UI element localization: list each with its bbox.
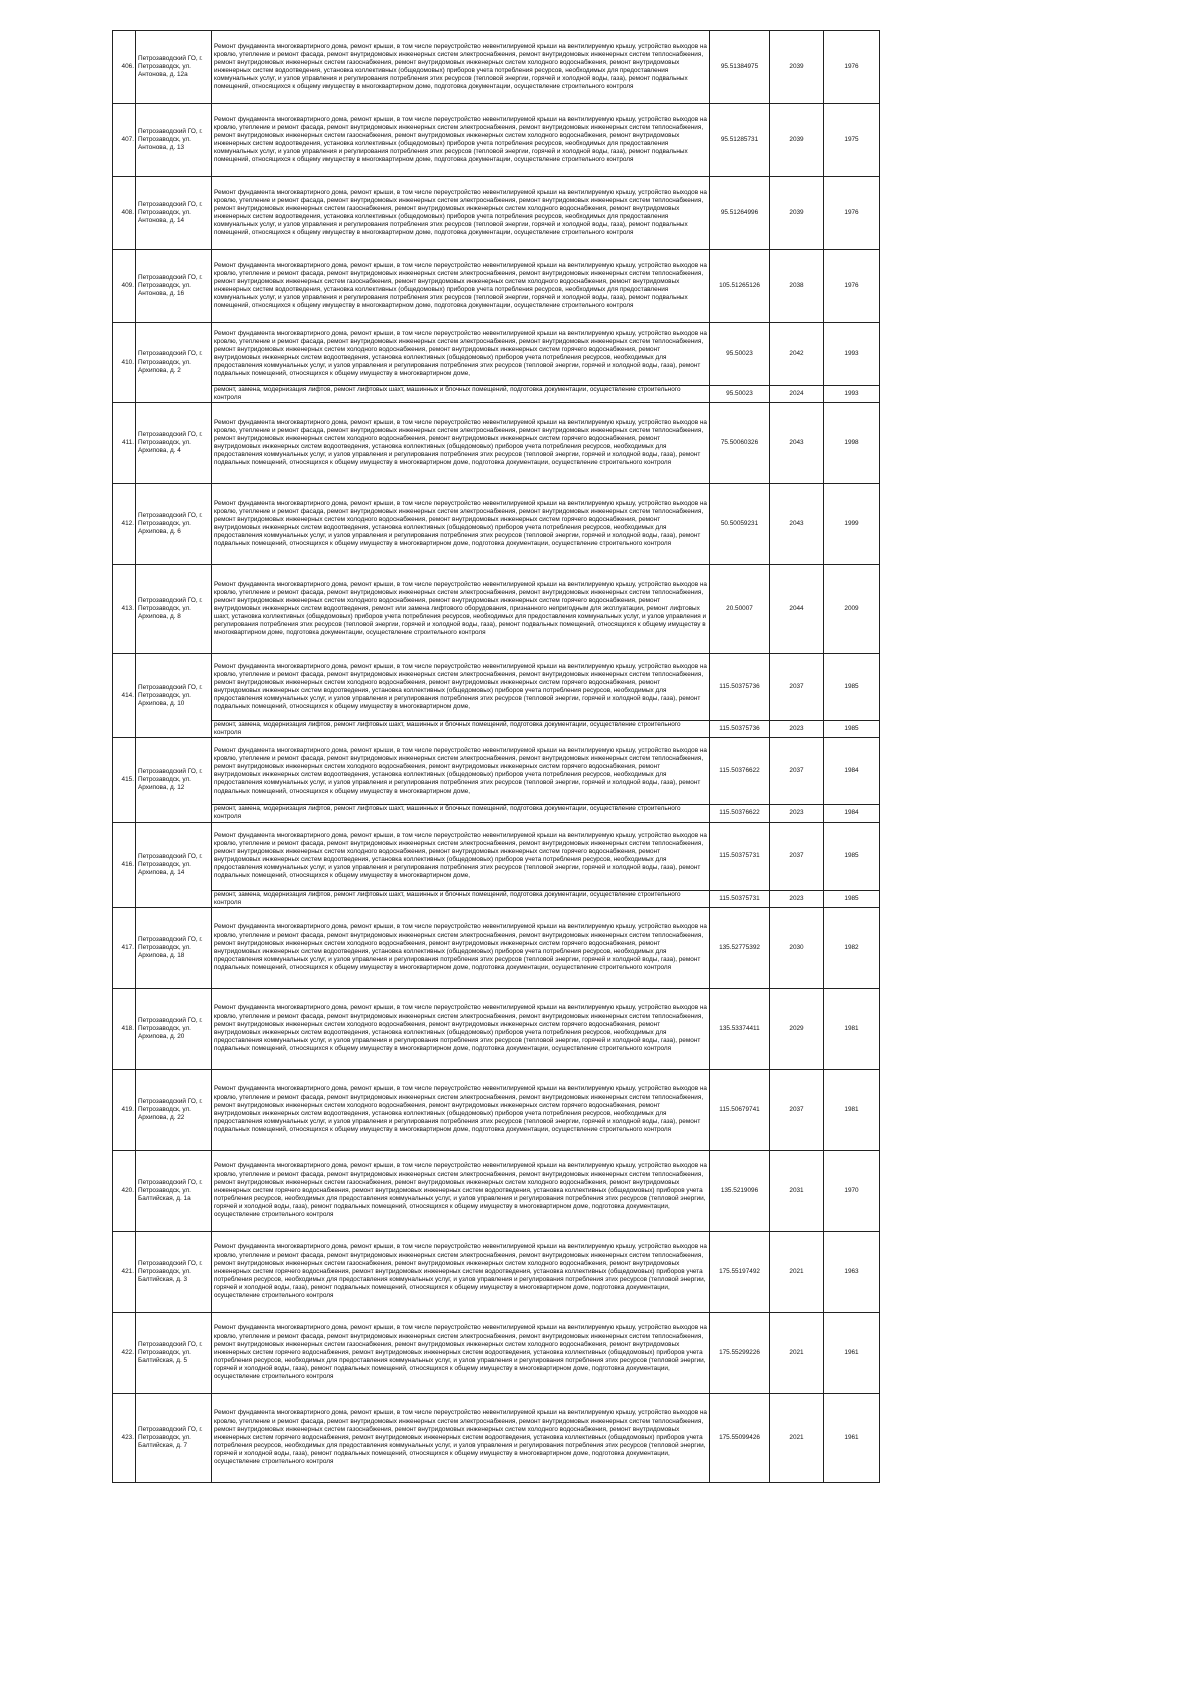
house-address: Петрозаводский ГО, г. Петрозаводск, ул. Архипова, д. 12 [136,738,212,822]
row-number: 417. [113,907,136,988]
row-number: 412. [113,484,136,565]
house-address: Петрозаводский ГО, г. Петрозаводск, ул. Балтийская, д. 7 [136,1393,212,1482]
build-year: 1961 [824,1312,880,1393]
house-address: Петрозаводский ГО, г. Петрозаводск, ул. Архипова, д. 22 [136,1069,212,1150]
row-number: 410. [113,323,136,403]
build-year: 1981 [824,1069,880,1150]
cost-value: 95.51264996 [710,177,770,250]
work-description: Ремонт фундамента многоквартирного дома, ремонт крыши, в том числе переустройство невентилируемой крыши на вентилируемую крышу, устройство выходов на кровлю, утепление и ремонт фасада, ремонт внутридомовых инженерных систем электроснабжения, ремонт внутридомовых инженерных систем теплоснабжения, ремонт внутридомовых инженерных систем холодного водоснабжения, ремонт внутридомовых инженерных систем горячего водоснабжения, ремонт внутридомовых инженерных систем водоотведения, установка коллективных (общедомовых) приборов учета потребления ресурсов, необходимых для предоставления коммунальных услуг, и узлов управления и регулирования потребления этих ресурсов (тепловой энергии, горячей и холодной воды, газа), ремонт подвальных помещений, относящихся к общему имуществу в многоквартирном доме, подготовка документации, осуществление строительного контроля [212,484,710,565]
planned-year: 2023 [770,890,824,907]
build-year: 1993 [824,323,880,386]
cost-value: 175.55299226 [710,1312,770,1393]
build-year: 1985 [824,822,880,890]
planned-year: 2023 [770,721,824,738]
work-description: ремонт, замена, модернизация лифтов, ремонт лифтовых шахт, машинных и блочных помещений, подготовка документации, осуществление строительного контроля [212,890,710,907]
work-description: ремонт, замена, модернизация лифтов, ремонт лифтовых шахт, машинных и блочных помещений, подготовка документации, осуществление строительного контроля [212,386,710,403]
cost-value: 50.50059231 [710,484,770,565]
cost-value: 175.55197492 [710,1231,770,1312]
work-description: Ремонт фундамента многоквартирного дома, ремонт крыши, в том числе переустройство невентилируемой крыши на вентилируемую крышу, устройство выходов на кровлю, утепление и ремонт фасада, ремонт внутридомовых инженерных систем электроснабжения, ремонт внутридомовых инженерных систем теплоснабжения, ремонт внутридомовых инженерных систем холодного водоснабжения, ремонт внутридомовых инженерных систем горячего водоснабжения, ремонт внутридомовых инженерных систем водоотведения, установка коллективных (общедомовых) приборов учета потребления ресурсов, необходимых для предоставления коммунальных услуг, и узлов управления и регулирования потребления этих ресурсов (тепловой энергии, горячей и холодной воды, газа), ремонт подвальных помещений, относящихся к общему имуществу в многоквартирном доме, [212,738,710,805]
table-body [113,31,1129,1483]
row-number: 409. [113,250,136,323]
build-year: 1985 [824,721,880,738]
work-description: Ремонт фундамента многоквартирного дома, ремонт крыши, в том числе переустройство невентилируемой крыши на вентилируемую крышу, устройство выходов на кровлю, утепление и ремонт фасада, ремонт внутридомовых инженерных систем электроснабжения, ремонт внутридомовых инженерных систем теплоснабжения, ремонт внутридомовых инженерных систем холодного водоснабжения, ремонт внутридомовых инженерных систем горячего водоснабжения, ремонт внутридомовых инженерных систем водоотведения, ремонт или замена лифтового оборудования, признанного непригодным для эксплуатации, ремонт лифтовых шахт, установка коллективных (общедомовых) приборов учета потребления ресурсов, необходимых для предоставления коммунальных услуг, и узлов управления и регулирования потребления этих ресурсов (тепловой энергии, горячей и холодной воды, газа), ремонт подвальных помещений, относящихся к общему имуществу в многоквартирном доме, подготовка документации, осуществление строительного контроля [212,565,710,654]
work-description: Ремонт фундамента многоквартирного дома, ремонт крыши, в том числе переустройство невентилируемой крыши на вентилируемую крышу, устройство выходов на кровлю, утепление и ремонт фасада, ремонт внутридомовых инженерных систем электроснабжения, ремонт внутридомовых инженерных систем теплоснабжения, ремонт внутридомовых инженерных систем холодного водоснабжения, ремонт внутридомовых инженерных систем горячего водоснабжения, ремонт внутридомовых инженерных систем водоотведения, установка коллективных (общедомовых) приборов учета потребления ресурсов, необходимых для предоставления коммунальных услуг, и узлов управления и регулирования потребления этих ресурсов (тепловой энергии, горячей и холодной воды, газа), ремонт подвальных помещений, относящихся к общему имуществу в многоквартирном доме, подготовка документации, осуществление строительного контроля [212,1069,710,1150]
row-number: 418. [113,988,136,1069]
capital-repair-table [112,30,1129,1483]
cost-value: 135.53374411 [710,988,770,1069]
house-address: Петрозаводский ГО, г. Петрозаводск, ул. Архипова, д. 14 [136,822,212,907]
cost-value: 115.50376622 [710,738,770,805]
work-description: Ремонт фундамента многоквартирного дома, ремонт крыши, в том числе переустройство невентилируемой крыши на вентилируемую крышу, устройство выходов на кровлю, утепление и ремонт фасада, ремонт внутридомовых инженерных систем электроснабжения, ремонт внутридомовых инженерных систем теплоснабжения, ремонт внутридомовых инженерных систем газоснабжения, ремонт внутридомовых инженерных систем холодного водоснабжения, ремонт внутридомовых инженерных систем водоотведения, установка коллективных (общедомовых) приборов учета потребления ресурсов, необходимых для предоставления коммунальных услуг, и узлов управления и регулирования потребления этих ресурсов (тепловой энергии, горячей и холодной воды, газа), ремонт подвальных помещений, относящихся к общему имуществу в многоквартирном доме, подготовка документации, осуществление строительного контроля [212,177,710,250]
build-year: 1981 [824,988,880,1069]
work-description: Ремонт фундамента многоквартирного дома, ремонт крыши, в том числе переустройство невентилируемой крыши на вентилируемую крышу, устройство выходов на кровлю, утепление и ремонт фасада, ремонт внутридомовых инженерных систем электроснабжения, ремонт внутридомовых инженерных систем теплоснабжения, ремонт внутридомовых инженерных систем газоснабжения, ремонт внутридомовых инженерных систем холодного водоснабжения, ремонт внутридомовых инженерных систем горячего водоснабжения, ремонт внутридомовых инженерных систем водоотведения, установка коллективных (общедомовых) приборов учета потребления ресурсов, необходимых для предоставления коммунальных услуг, и узлов управления и регулирования потребления этих ресурсов (тепловой энергии, горячей и холодной воды, газа), ремонт подвальных помещений, относящихся к общему имуществу в многоквартирном доме, подготовка документации, осуществление строительного контроля [212,1231,710,1312]
cost-value: 115.50375731 [710,890,770,907]
build-year: 1976 [824,250,880,323]
work-description: Ремонт фундамента многоквартирного дома, ремонт крыши, в том числе переустройство невентилируемой крыши на вентилируемую крышу, устройство выходов на кровлю, утепление и ремонт фасада, ремонт внутридомовых инженерных систем электроснабжения, ремонт внутридомовых инженерных систем теплоснабжения, ремонт внутридомовых инженерных систем холодного водоснабжения, ремонт внутридомовых инженерных систем горячего водоснабжения, ремонт внутридомовых инженерных систем водоотведения, установка коллективных (общедомовых) приборов учета потребления ресурсов, необходимых для предоставления коммунальных услуг, и узлов управления и регулирования потребления этих ресурсов (тепловой энергии, горячей и холодной воды, газа), ремонт подвальных помещений, относящихся к общему имуществу в многоквартирном доме, подготовка документации, осуществление строительного контроля [212,988,710,1069]
row-number: 414. [113,654,136,738]
planned-year: 2021 [770,1231,824,1312]
row-number: 423. [113,1393,136,1482]
build-year: 1970 [824,1150,880,1231]
cost-value: 115.50376622 [710,805,770,822]
cost-value: 95.51285731 [710,104,770,177]
house-address: Петрозаводский ГО, г. Петрозаводск, ул. Антонова, д. 16 [136,250,212,323]
work-description: Ремонт фундамента многоквартирного дома, ремонт крыши, в том числе переустройство невентилируемой крыши на вентилируемую крышу, устройство выходов на кровлю, утепление и ремонт фасада, ремонт внутридомовых инженерных систем электроснабжения, ремонт внутридомовых инженерных систем теплоснабжения, ремонт внутридомовых инженерных систем холодного водоснабжения, ремонт внутридомовых инженерных систем горячего водоснабжения, ремонт внутридомовых инженерных систем водоотведения, установка коллективных (общедомовых) приборов учета потребления ресурсов, необходимых для предоставления коммунальных услуг, и узлов управления и регулирования потребления этих ресурсов (тепловой энергии, горячей и холодной воды, газа), ремонт подвальных помещений, относящихся к общему имуществу в многоквартирном доме, [212,822,710,890]
build-year: 1961 [824,1393,880,1482]
house-address: Петрозаводский ГО, г. Петрозаводск, ул. Антонова, д. 12а [136,31,212,104]
work-description: ремонт, замена, модернизация лифтов, ремонт лифтовых шахт, машинных и блочных помещений, подготовка документации, осуществление строительного контроля [212,805,710,822]
empty-column [880,31,1129,1483]
work-description: Ремонт фундамента многоквартирного дома, ремонт крыши, в том числе переустройство невентилируемой крыши на вентилируемую крышу, устройство выходов на кровлю, утепление и ремонт фасада, ремонт внутридомовых инженерных систем электроснабжения, ремонт внутридомовых инженерных систем теплоснабжения, ремонт внутридомовых инженерных систем холодного водоснабжения, ремонт внутридомовых инженерных систем горячего водоснабжения, ремонт внутридомовых инженерных систем водоотведения, установка коллективных (общедомовых) приборов учета потребления ресурсов, необходимых для предоставления коммунальных услуг, и узлов управления и регулирования потребления этих ресурсов (тепловой энергии, горячей и холодной воды, газа), ремонт подвальных помещений, относящихся к общему имуществу в многоквартирном доме, [212,323,710,386]
cost-value: 75.50060326 [710,403,770,484]
planned-year: 2031 [770,1150,824,1231]
planned-year: 2021 [770,1312,824,1393]
house-address: Петрозаводский ГО, г. Петрозаводск, ул. Архипова, д. 4 [136,403,212,484]
work-description: Ремонт фундамента многоквартирного дома, ремонт крыши, в том числе переустройство невентилируемой крыши на вентилируемую крышу, устройство выходов на кровлю, утепление и ремонт фасада, ремонт внутридомовых инженерных систем электроснабжения, ремонт внутридомовых инженерных систем теплоснабжения, ремонт внутридомовых инженерных систем холодного водоснабжения, ремонт внутридомовых инженерных систем горячего водоснабжения, ремонт внутридомовых инженерных систем водоотведения, установка коллективных (общедомовых) приборов учета потребления ресурсов, необходимых для предоставления коммунальных услуг, и узлов управления и регулирования потребления этих ресурсов (тепловой энергии, горячей и холодной воды, газа), ремонт подвальных помещений, относящихся к общему имуществу в многоквартирном доме, подготовка документации, осуществление строительного контроля [212,403,710,484]
build-year: 1975 [824,104,880,177]
planned-year: 2039 [770,31,824,104]
planned-year: 2043 [770,403,824,484]
build-year: 1976 [824,31,880,104]
build-year: 1999 [824,484,880,565]
build-year: 1984 [824,805,880,822]
work-description: Ремонт фундамента многоквартирного дома, ремонт крыши, в том числе переустройство невентилируемой крыши на вентилируемую крышу, устройство выходов на кровлю, утепление и ремонт фасада, ремонт внутридомовых инженерных систем электроснабжения, ремонт внутридомовых инженерных систем теплоснабжения, ремонт внутридомовых инженерных систем газоснабжения, ремонт внутридомовых инженерных систем холодного водоснабжения, ремонт внутридомовых инженерных систем водоотведения, установка коллективных (общедомовых) приборов учета потребления ресурсов, необходимых для предоставления коммунальных услуг, и узлов управления и регулирования потребления этих ресурсов (тепловой энергии, горячей и холодной воды, газа), ремонт подвальных помещений, относящихся к общему имуществу в многоквартирном доме, подготовка документации, осуществление строительного контроля [212,250,710,323]
row-number: 420. [113,1150,136,1231]
cost-value: 175.55099426 [710,1393,770,1482]
house-address: Петрозаводский ГО, г. Петрозаводск, ул. Архипова, д. 10 [136,654,212,738]
build-year: 1982 [824,907,880,988]
house-address: Петрозаводский ГО, г. Петрозаводск, ул. Балтийская, д. 3 [136,1231,212,1312]
row-number: 408. [113,177,136,250]
planned-year: 2039 [770,104,824,177]
house-address: Петрозаводский ГО, г. Петрозаводск, ул. Архипова, д. 2 [136,323,212,403]
cost-value: 115.50375736 [710,654,770,721]
work-description: Ремонт фундамента многоквартирного дома, ремонт крыши, в том числе переустройство невентилируемой крыши на вентилируемую крышу, устройство выходов на кровлю, утепление и ремонт фасада, ремонт внутридомовых инженерных систем электроснабжения, ремонт внутридомовых инженерных систем теплоснабжения, ремонт внутридомовых инженерных систем холодного водоснабжения, ремонт внутридомовых инженерных систем горячего водоснабжения, ремонт внутридомовых инженерных систем водоотведения, установка коллективных (общедомовых) приборов учета потребления ресурсов, необходимых для предоставления коммунальных услуг, и узлов управления и регулирования потребления этих ресурсов (тепловой энергии, горячей и холодной воды, газа), ремонт подвальных помещений, относящихся к общему имуществу в многоквартирном доме, подготовка документации, осуществление строительного контроля [212,907,710,988]
planned-year: 2030 [770,907,824,988]
cost-value: 105.51265126 [710,250,770,323]
planned-year: 2043 [770,484,824,565]
planned-year: 2042 [770,323,824,386]
cost-value: 115.50375736 [710,721,770,738]
work-description: Ремонт фундамента многоквартирного дома, ремонт крыши, в том числе переустройство невентилируемой крыши на вентилируемую крышу, устройство выходов на кровлю, утепление и ремонт фасада, ремонт внутридомовых инженерных систем электроснабжения, ремонт внутридомовых инженерных систем теплоснабжения, ремонт внутридомовых инженерных систем газоснабжения, ремонт внутридомовых инженерных систем холодного водоснабжения, ремонт внутридомовых инженерных систем водоотведения, установка коллективных (общедомовых) приборов учета потребления ресурсов, необходимых для предоставления коммунальных услуг, и узлов управления и регулирования потребления этих ресурсов (тепловой энергии, горячей и холодной воды, газа), ремонт подвальных помещений, относящихся к общему имуществу в многоквартирном доме, подготовка документации, осуществление строительного контроля [212,31,710,104]
house-address: Петрозаводский ГО, г. Петрозаводск, ул. Антонова, д. 13 [136,104,212,177]
row-number: 413. [113,565,136,654]
work-description: ремонт, замена, модернизация лифтов, ремонт лифтовых шахт, машинных и блочных помещений, подготовка документации, осуществление строительного контроля [212,721,710,738]
cost-value: 95.51384975 [710,31,770,104]
planned-year: 2037 [770,822,824,890]
planned-year: 2037 [770,1069,824,1150]
work-description: Ремонт фундамента многоквартирного дома, ремонт крыши, в том числе переустройство невентилируемой крыши на вентилируемую крышу, устройство выходов на кровлю, утепление и ремонт фасада, ремонт внутридомовых инженерных систем электроснабжения, ремонт внутридомовых инженерных систем теплоснабжения, ремонт внутридомовых инженерных систем газоснабжения, ремонт внутридомовых инженерных систем холодного водоснабжения, ремонт внутридомовых инженерных систем горячего водоснабжения, ремонт внутридомовых инженерных систем водоотведения, установка коллективных (общедомовых) приборов учета потребления ресурсов, необходимых для предоставления коммунальных услуг, и узлов управления и регулирования потребления этих ресурсов (тепловой энергии, горячей и холодной воды, газа), ремонт подвальных помещений, относящихся к общему имуществу в многоквартирном доме, подготовка документации, осуществление строительного контроля [212,1312,710,1393]
house-address: Петрозаводский ГО, г. Петрозаводск, ул. Архипова, д. 20 [136,988,212,1069]
house-address: Петрозаводский ГО, г. Петрозаводск, ул. Балтийская, д. 1а [136,1150,212,1231]
planned-year: 2044 [770,565,824,654]
planned-year: 2037 [770,654,824,721]
cost-value: 95.50023 [710,323,770,386]
build-year: 1984 [824,738,880,805]
house-address: Петрозаводский ГО, г. Петрозаводск, ул. Архипова, д. 8 [136,565,212,654]
work-description: Ремонт фундамента многоквартирного дома, ремонт крыши, в том числе переустройство невентилируемой крыши на вентилируемую крышу, устройство выходов на кровлю, утепление и ремонт фасада, ремонт внутридомовых инженерных систем электроснабжения, ремонт внутридомовых инженерных систем теплоснабжения, ремонт внутридомовых инженерных систем газоснабжения, ремонт внутридомовых инженерных систем холодного водоснабжения, ремонт внутридомовых инженерных систем горячего водоснабжения, ремонт внутридомовых инженерных систем водоотведения, установка коллективных (общедомовых) приборов учета потребления ресурсов, необходимых для предоставления коммунальных услуг, и узлов управления и регулирования потребления этих ресурсов (тепловой энергии, горячей и холодной воды, газа), ремонт подвальных помещений, относящихся к общему имуществу в многоквартирном доме, подготовка документации, осуществление строительного контроля [212,1393,710,1482]
row-number: 419. [113,1069,136,1150]
cost-value: 135.52775392 [710,907,770,988]
planned-year: 2037 [770,738,824,805]
house-address: Петрозаводский ГО, г. Петрозаводск, ул. Балтийская, д. 5 [136,1312,212,1393]
row-number: 415. [113,738,136,822]
work-description: Ремонт фундамента многоквартирного дома, ремонт крыши, в том числе переустройство невентилируемой крыши на вентилируемую крышу, устройство выходов на кровлю, утепление и ремонт фасада, ремонт внутридомовых инженерных систем электроснабжения, ремонт внутридомовых инженерных систем теплоснабжения, ремонт внутридомовых инженерных систем газоснабжения, ремонт внутридомовых инженерных систем холодного водоснабжения, ремонт внутридомовых инженерных систем горячего водоснабжения, ремонт внутридомовых инженерных систем водоотведения, установка коллективных (общедомовых) приборов учета потребления ресурсов, необходимых для предоставления коммунальных услуг, и узлов управления и регулирования потребления этих ресурсов (тепловой энергии, горячей и холодной воды, газа), ремонт подвальных помещений, относящихся к общему имуществу в многоквартирном доме, подготовка документации, осуществление строительного контроля [212,1150,710,1231]
build-year: 1963 [824,1231,880,1312]
planned-year: 2038 [770,250,824,323]
cost-value: 95.50023 [710,386,770,403]
house-address: Петрозаводский ГО, г. Петрозаводск, ул. Архипова, д. 18 [136,907,212,988]
house-address: Петрозаводский ГО, г. Петрозаводск, ул. Архипова, д. 6 [136,484,212,565]
work-description: Ремонт фундамента многоквартирного дома, ремонт крыши, в том числе переустройство невентилируемой крыши на вентилируемую крышу, устройство выходов на кровлю, утепление и ремонт фасада, ремонт внутридомовых инженерных систем электроснабжения, ремонт внутридомовых инженерных систем теплоснабжения, ремонт внутридомовых инженерных систем газоснабжения, ремонт внутридомовых инженерных систем холодного водоснабжения, ремонт внутридомовых инженерных систем водоотведения, установка коллективных (общедомовых) приборов учета потребления ресурсов, необходимых для предоставления коммунальных услуг, и узлов управления и регулирования потребления этих ресурсов (тепловой энергии, горячей и холодной воды, газа), ремонт подвальных помещений, относящихся к общему имуществу в многоквартирном доме, подготовка документации, осуществление строительного контроля [212,104,710,177]
row-number: 406. [113,31,136,104]
cost-value: 115.50375731 [710,822,770,890]
row-number: 422. [113,1312,136,1393]
build-year: 1985 [824,890,880,907]
cost-value: 135.5219096 [710,1150,770,1231]
planned-year: 2039 [770,177,824,250]
cost-value: 20.50007 [710,565,770,654]
table-row [113,31,1129,104]
planned-year: 2029 [770,988,824,1069]
planned-year: 2024 [770,386,824,403]
row-number: 421. [113,1231,136,1312]
house-address: Петрозаводский ГО, г. Петрозаводск, ул. Антонова, д. 14 [136,177,212,250]
build-year: 1985 [824,654,880,721]
row-number: 411. [113,403,136,484]
build-year: 1998 [824,403,880,484]
row-number: 407. [113,104,136,177]
planned-year: 2023 [770,805,824,822]
build-year: 1976 [824,177,880,250]
build-year: 2009 [824,565,880,654]
capital-repair-table-page [112,30,1128,1483]
work-description: Ремонт фундамента многоквартирного дома, ремонт крыши, в том числе переустройство невентилируемой крыши на вентилируемую крышу, устройство выходов на кровлю, утепление и ремонт фасада, ремонт внутридомовых инженерных систем электроснабжения, ремонт внутридомовых инженерных систем теплоснабжения, ремонт внутридомовых инженерных систем холодного водоснабжения, ремонт внутридомовых инженерных систем горячего водоснабжения, ремонт внутридомовых инженерных систем водоотведения, установка коллективных (общедомовых) приборов учета потребления ресурсов, необходимых для предоставления коммунальных услуг, и узлов управления и регулирования потребления этих ресурсов (тепловой энергии, горячей и холодной воды, газа), ремонт подвальных помещений, относящихся к общему имуществу в многоквартирном доме, [212,654,710,721]
cost-value: 115.50679741 [710,1069,770,1150]
build-year: 1993 [824,386,880,403]
planned-year: 2021 [770,1393,824,1482]
row-number: 416. [113,822,136,907]
